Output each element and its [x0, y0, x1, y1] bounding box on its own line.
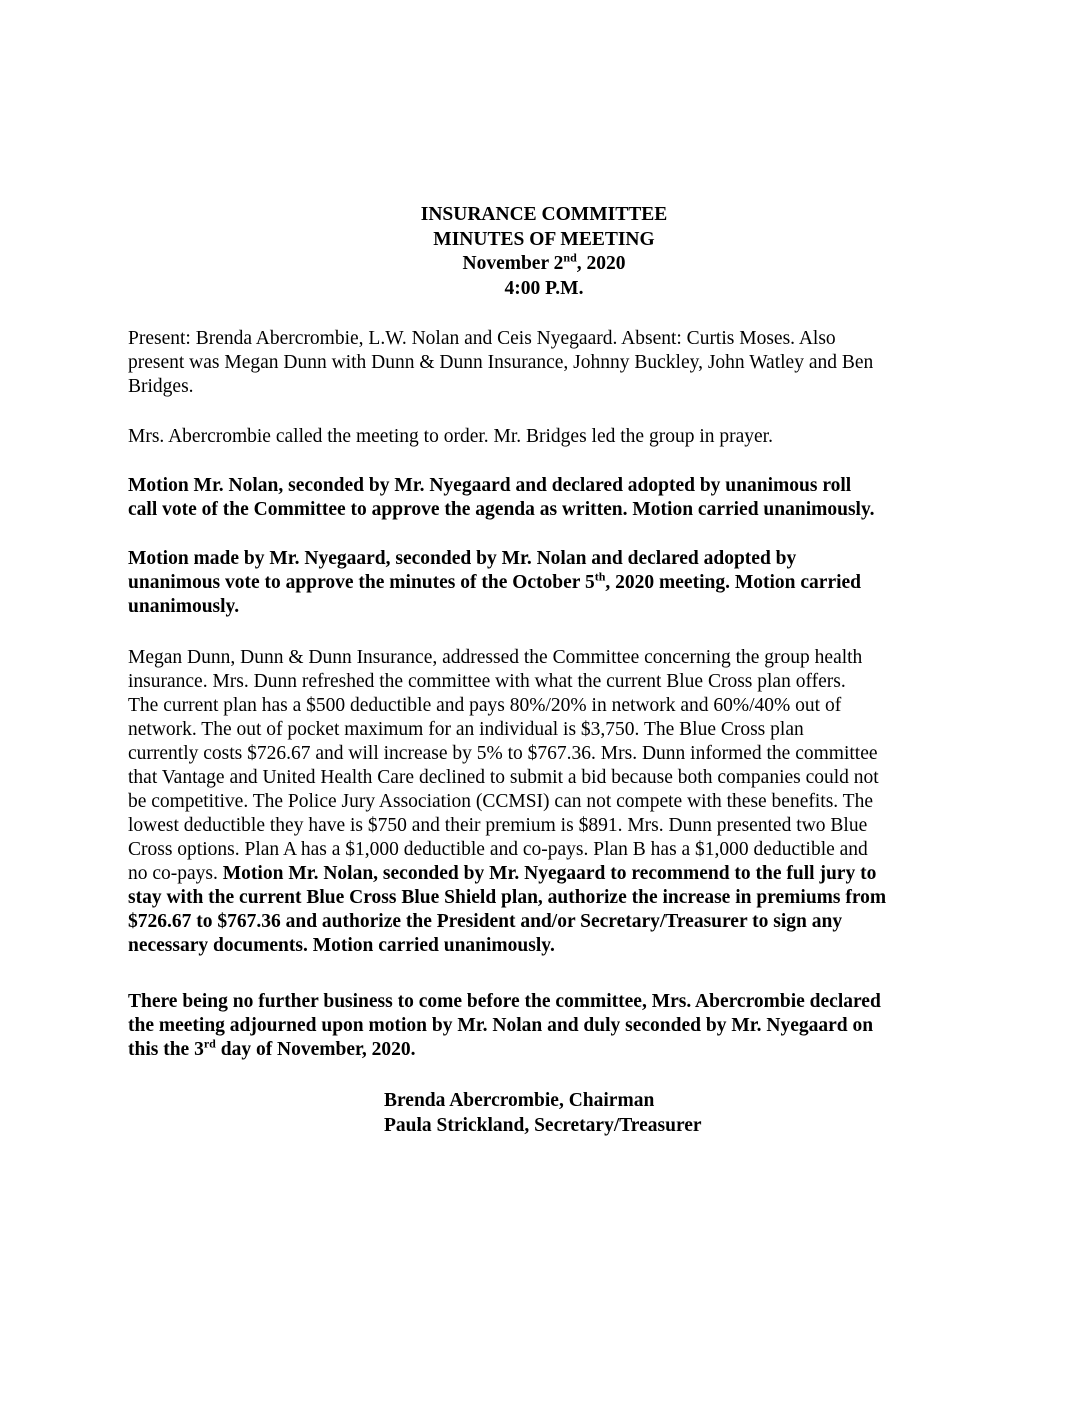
attendance-paragraph: Present: Brenda Abercrombie, L.W. Nolan and Ceis Nyegaard. Absent: Curtis Moses. Also present was Megan Dunn with Dunn & Dunn Insurance, Johnny Buckley, John Watley and Ben Bridges. — [128, 328, 874, 397]
minutes-motion-paragraph: Motion made by Mr. Nyegaard, seconded by Mr. Nolan and declared adopted by unanimous vote to approve the minutes of the October 5th, 2020 meeting. Motion carried unanimously. — [128, 548, 862, 617]
call-to-order-paragraph: Mrs. Abercrombie called the meeting to order. Mr. Bridges led the group in prayer. — [128, 426, 773, 447]
minutes-title: MINUTES OF MEETING — [433, 228, 655, 250]
committee-title: INSURANCE COMMITTEE — [420, 204, 668, 225]
adjournment-paragraph: There being no further business to come before the committee, Mrs. Abercrombie declared the meeting adjourned upon motion by Mr. Nolan and duly seconded by Mr. Nyegaard on this the 3rd day of November, 2020. — [128, 991, 881, 1060]
health-plan-motion: Motion Mr. Nolan, seconded by Mr. Nyegaard to recommend to the full jury to — [222, 863, 877, 884]
secretary-signature: Paula Strickland, Secretary/Treasurer — [384, 1114, 702, 1136]
meeting-date: November 2nd, 2020 — [462, 250, 626, 274]
signature-block — [384, 1089, 702, 1138]
chairman-signature: Brenda Abercrombie, Chairman — [384, 1090, 655, 1111]
meeting-time: 4:00 P.M. — [504, 277, 584, 299]
insurance-paragraph: Megan Dunn, Dunn & Dunn Insurance, addressed the Committee concerning the group health insurance. Mrs. Dunn refreshed the committee with what the current Blue Cross plan offers. The current plan has a $500 deductible and pays 80%/20% in network and 60%/40% out of network. The out of pocket maximum for an individual is $3,750. The Blue Cross plan currently costs $726.67 and will increase by 5% to $767.36. Mrs. Dunn informed the committee that Vantage and United Health Care declined to submit a bid because both companies could not be competitive. The Police Jury Association (CCMSI) can not compete with these benefits. The lowest deductible they have is $750 and their premium is $891. Mrs. Dunn presented two Blue Cross options. Plan A has a $1,000 deductible and co-pays. Plan B has a $1,000 deductible and no co-pays. Motion Mr. Nolan, seconded by Mr. Nyegaard to recommend to the full jury to stay with the current Blue Cross Blue Shield plan, authorize the increase in premiums from $726.67 to $767.36 and authorize the President and/or Secretary/Treasurer to sign any necessary documents. Motion carried unanimously. — [128, 647, 887, 956]
agenda-motion-paragraph: Motion Mr. Nolan, seconded by Mr. Nyegaard and declared adopted by unanimous roll call vote of the Committee to approve the agenda as written. Motion carried unanimously. — [128, 475, 875, 520]
document-heading — [0, 203, 1088, 301]
